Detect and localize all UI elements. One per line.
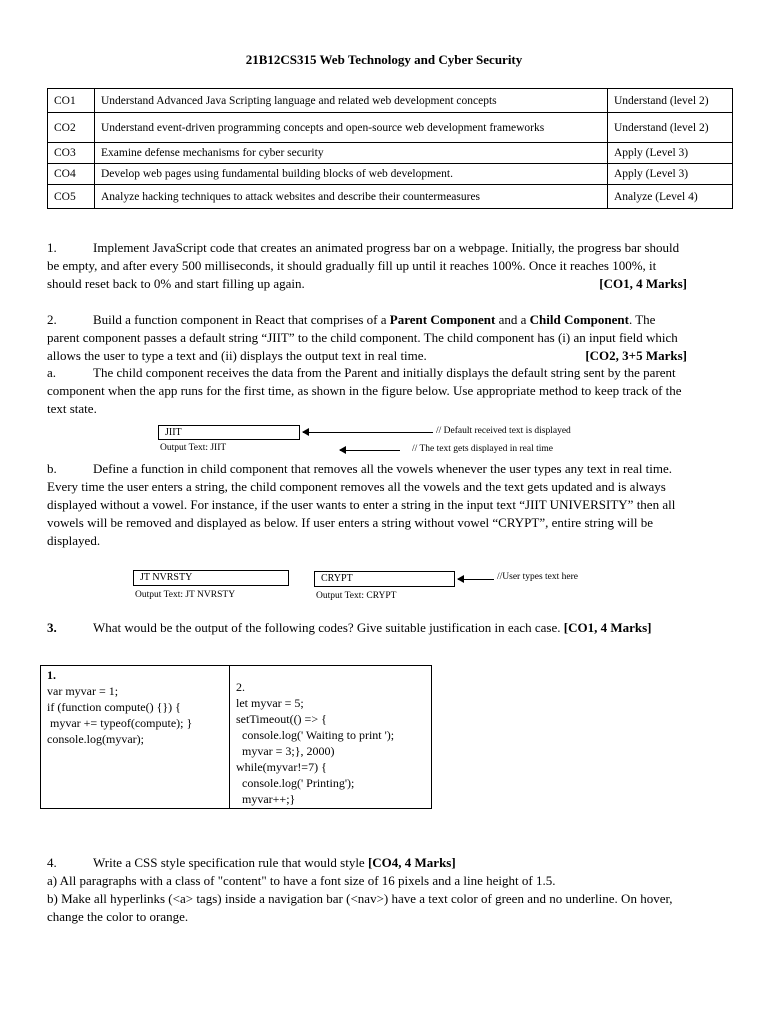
co-description: Analyze hacking techniques to attack websites and describe their countermeasures bbox=[95, 185, 608, 209]
question-text: Write a CSS style specification rule that would style bbox=[93, 855, 365, 870]
co-level: Understand (level 2) bbox=[608, 113, 733, 143]
code-cell-2 bbox=[230, 666, 432, 809]
question-2a bbox=[47, 364, 687, 418]
co-level: Apply (Level 3) bbox=[608, 143, 733, 164]
code-cell-1 bbox=[41, 666, 230, 809]
co-description: Examine defense mechanisms for cyber security bbox=[95, 143, 608, 164]
code-line: console.log(' Waiting to print '); bbox=[236, 728, 395, 742]
co-description: Develop web pages using fundamental building blocks of web development. bbox=[95, 164, 608, 185]
question-4 bbox=[47, 854, 687, 872]
figure-input-box: JIIT bbox=[158, 425, 300, 440]
arrow-icon bbox=[340, 450, 400, 451]
code-label: 2. bbox=[236, 680, 245, 694]
question-4b: b) Make all hyperlinks (<a> tags) inside a navigation bar (<nav>) have a text color of green and no underline. On hover, change the color to orange. bbox=[47, 891, 673, 924]
question-number: 2. bbox=[47, 312, 57, 327]
question-text: Implement JavaScript code that creates an animated progress bar on a webpage. Initially, the progress bar should be empty, and after every 500 milliseconds, it should gradually fill up until it reaches 100%. Once it reaches 100%, it should reset back to 0% and start filling up again. bbox=[47, 240, 680, 291]
code-label: 1. bbox=[47, 668, 56, 682]
table-row bbox=[48, 185, 733, 209]
bold-term: Child Component bbox=[529, 312, 629, 327]
sub-label: b. bbox=[47, 461, 57, 476]
sub-label: a. bbox=[47, 365, 57, 380]
question-number: 3. bbox=[47, 620, 57, 635]
question-4a: a) All paragraphs with a class of "content" to have a font size of 16 pixels and a line height of 1.5. bbox=[47, 873, 556, 888]
code-line: console.log(' Printing'); bbox=[236, 776, 355, 790]
figure-output-text: Output Text: JIIT bbox=[160, 443, 227, 453]
figure-note: // The text gets displayed in real time bbox=[412, 444, 553, 454]
co-code: CO1 bbox=[48, 89, 95, 113]
question-3 bbox=[47, 619, 687, 637]
table-row bbox=[41, 666, 432, 809]
question-text: and a bbox=[495, 312, 530, 327]
code-line: myvar = 3;}, 2000) bbox=[236, 744, 335, 758]
bold-term: Parent Component bbox=[389, 312, 496, 327]
arrow-icon bbox=[458, 579, 494, 580]
code-line: myvar++;} bbox=[236, 792, 296, 806]
question-marks: [CO1, 4 Marks] bbox=[563, 620, 652, 635]
table-row bbox=[48, 89, 733, 113]
arrow-icon bbox=[303, 432, 433, 433]
question-text: The child component receives the data from the Parent and initially displays the default string sent by the parent component when the app runs for the first time, as shown in the figure below. Use appropriate method to keep track of the text state. bbox=[47, 365, 682, 416]
code-line: var myvar = 1; bbox=[47, 684, 119, 698]
figure-output-text: Output Text: CRYPT bbox=[316, 591, 397, 601]
code-line: let myvar = 5; bbox=[236, 696, 304, 710]
co-description: Understand Advanced Java Scripting language and related web development concepts bbox=[95, 89, 608, 113]
figure-note: //User types text here bbox=[497, 572, 578, 582]
question-text: Define a function in child component that removes all the vowels whenever the user types any text in real time. Every time the user enters a string, the child component removes all the vowels and the text gets updated and is always displayed without a vowel. For instance, if the user wants to enter a string in the input text “JIIT UNIVERSITY” then all vowels will be removed and displayed as below. If user enters a string without vowel “CRYPT”, entire string will be displayed. bbox=[47, 461, 676, 548]
code-line: console.log(myvar); bbox=[47, 732, 144, 746]
co-code: CO3 bbox=[48, 143, 95, 164]
co-level: Analyze (Level 4) bbox=[608, 185, 733, 209]
code-line: myvar += typeof(compute); } bbox=[47, 716, 193, 730]
co-code: CO2 bbox=[48, 113, 95, 143]
co-code: CO5 bbox=[48, 185, 95, 209]
figure-note: // Default received text is displayed bbox=[436, 426, 571, 436]
question-marks: [CO4, 4 Marks] bbox=[367, 855, 456, 870]
co-code: CO4 bbox=[48, 164, 95, 185]
question-number: 1. bbox=[47, 240, 57, 255]
figure-input-box: JT NVRSTY bbox=[133, 570, 289, 586]
co-description: Understand event-driven programming concepts and open-source web development frameworks bbox=[95, 113, 608, 143]
question-1 bbox=[47, 239, 687, 293]
co-level: Understand (level 2) bbox=[608, 89, 733, 113]
page-title: 21B12CS315 Web Technology and Cyber Security bbox=[245, 52, 523, 67]
table-row bbox=[48, 164, 733, 185]
code-line: setTimeout(() => { bbox=[236, 712, 327, 726]
code-line: while(myvar!=7) { bbox=[236, 760, 327, 774]
figure-input-box: CRYPT bbox=[314, 571, 455, 587]
question-text: . The parent component passes a default string “JIIT” to the child component. The child component has (i) an input field which allows the user to type a text and (ii) displays the output text in real time. bbox=[47, 312, 678, 363]
question-text: What would be the output of the following codes? Give suitable justification in each case. bbox=[93, 620, 561, 635]
question-marks: [CO2, 3+5 Marks] bbox=[585, 348, 687, 363]
question-text: Build a function component in React that comprises of a bbox=[93, 312, 390, 327]
question-number: 4. bbox=[47, 855, 57, 870]
figure-output-text: Output Text: JT NVRSTY bbox=[135, 590, 236, 600]
question-marks: [CO1, 4 Marks] bbox=[599, 276, 687, 291]
question-2b bbox=[47, 460, 687, 550]
question-2 bbox=[47, 311, 687, 365]
table-row bbox=[48, 113, 733, 143]
code-table bbox=[40, 665, 432, 809]
code-line: if (function compute() {}) { bbox=[47, 700, 181, 714]
co-level: Apply (Level 3) bbox=[608, 164, 733, 185]
table-row bbox=[48, 143, 733, 164]
course-outcome-table bbox=[47, 88, 733, 209]
